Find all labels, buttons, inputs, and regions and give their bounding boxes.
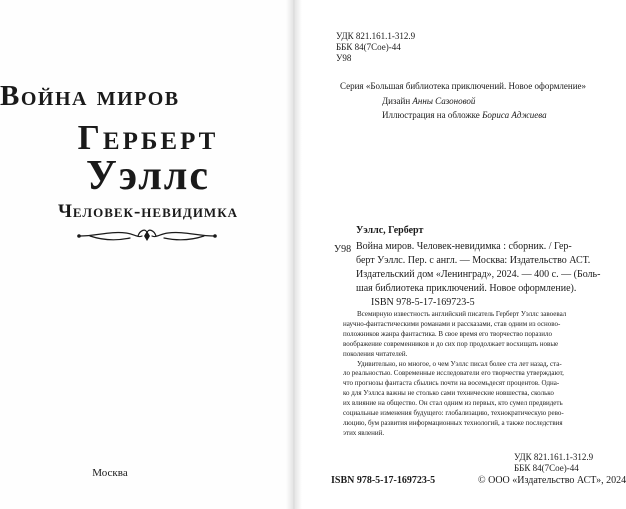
series-credit: Серия «Большая библиотека приключений. Новое оформление» [340,81,587,91]
annotation-line: ло реальностью. Современные исследователи его творчества утверждают, [343,369,564,378]
classification-bottom [514,452,593,474]
bbk-code-bottom: ББК 84(7Сое)-44 [514,463,579,473]
annotation-line: этих явлений. [343,428,385,437]
author-mark-top: У98 [336,53,352,63]
illustration-credit [382,110,547,121]
book-gutter [286,0,302,509]
annotation-line: Всемирную известность английский писатель Герберт Уэллс завоевал [357,310,567,318]
catalog-author-mark: У98 [334,244,352,255]
illustrator-name: Бориса Аджиева [482,110,547,120]
annotation-line: поколения читателей. [343,349,408,358]
annotation-line: воображение современников и до сих пор продолжает восхищать новые [343,339,559,348]
udk-code-top: УДК 821.161.1-312.9 [336,31,416,41]
series-title: Война миров [0,80,180,112]
classification-top [336,31,415,64]
design-credit-label: Дизайн [382,96,411,106]
author-last-name: Уэллс [86,153,210,199]
author-first-name: Герберт [77,118,219,157]
copyright-notice: © ООО «Издательство АСТ», 2024 [478,475,626,486]
bibliographic-description [356,240,602,296]
isbn-catalog: ISBN 978-5-17-169723-5 [371,297,475,308]
book-annotation [343,310,605,439]
annotation-line: их влияние на общество. Он стал одним из первых, кто сумел предвидеть [343,399,563,408]
title-page [0,0,294,509]
udk-code-bottom: УДК 821.161.1-312.9 [514,452,594,462]
biblio-line: Издательский дом «Ленинград», 2024. — 400 с. — (Боль- [356,269,601,280]
annotation-line: положников жанра фантастика. В свое время его творчество поразило [343,329,552,338]
illustration-credit-label: Иллюстрация на обложке [382,110,480,120]
biblio-line: Война миров. Человек-невидимка : сборник. / Гер- [356,241,572,252]
bbk-code-top: ББК 84(7Сое)-44 [336,42,401,52]
catalog-author-heading: Уэллс, Герберт [356,225,424,236]
biblio-line: шая библиотека приключений. Новое оформление). [356,283,577,294]
isbn-footer: ISBN 978-5-17-169723-5 [331,475,436,486]
annotation-line: что прогнозы фантаста сбылись почти на восемьдесят процентов. Одна- [343,379,560,388]
annotation-line: социальные изменения будущего: глобализацию, технократическую рево- [343,409,564,418]
publication-city: Москва [92,467,128,479]
biblio-line: берт Уэллс. Пер. с англ. — Москва: Издательство АСТ. [356,255,591,266]
annotation-line: Удивительно, но многое, о чем Уэллс писал более ста лет назад, ста- [357,359,562,368]
designer-name: Анны Сазоновой [412,96,476,106]
book-subtitle: Человек-невидимка [57,201,239,222]
annotation-line: ко для Уэллса важны не столько сами технические новшества, сколько [343,389,554,398]
annotation-line: научно-фантастическими романами и рассказами, став одним из осново- [343,319,561,328]
flourish-divider-icon [76,225,218,247]
design-credit [382,96,475,107]
annotation-line: люцию, бум развития информационных технологий, а также последствия [343,418,563,427]
